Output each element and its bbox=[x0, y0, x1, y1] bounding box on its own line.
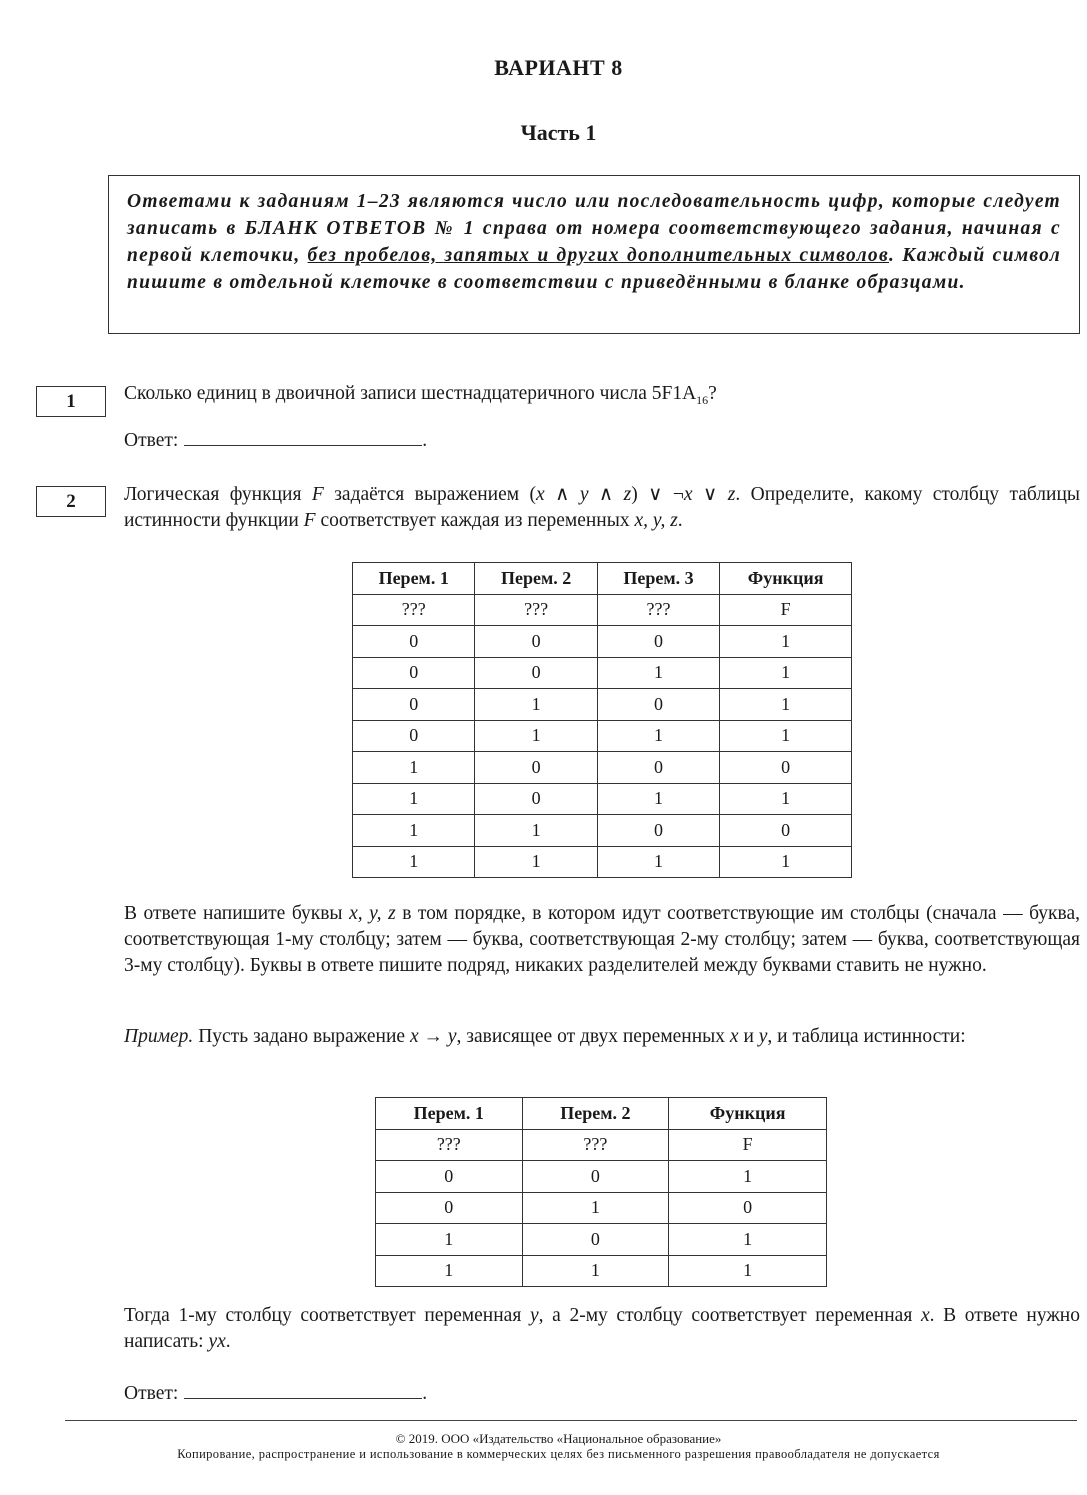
text: в том порядке, в котором идут соответствующие им столбцы (сначала — буква, соответствующая 1-му столбцу; затем — буква, соответствующая 2-му столбцу; затем — буква, соответствующая 3-му столбцу). Буквы в ответе пишите подряд, никаких разделителей между буквами ставить не нужно. bbox=[124, 903, 1080, 976]
table-cell: 1 bbox=[475, 689, 597, 721]
table-cell: 1 bbox=[720, 783, 852, 815]
example-text bbox=[124, 1024, 1080, 1050]
table-cell: 0 bbox=[353, 657, 475, 689]
table-cell: 1 bbox=[669, 1224, 827, 1256]
table-cell: 1 bbox=[669, 1161, 827, 1193]
table-cell: 1 bbox=[720, 689, 852, 721]
var-f: F bbox=[303, 510, 316, 531]
table-cell: 0 bbox=[597, 689, 719, 721]
table-cell: ??? bbox=[376, 1129, 523, 1161]
instructions-box bbox=[108, 175, 1080, 334]
table-cell: 0 bbox=[720, 752, 852, 784]
task1-answer bbox=[124, 427, 427, 452]
table-cell: 0 bbox=[353, 720, 475, 752]
table-header-cell: Перем. 1 bbox=[353, 563, 475, 595]
table-cell: 1 bbox=[669, 1255, 827, 1287]
task1-question bbox=[124, 381, 1080, 413]
task2-answer bbox=[124, 1380, 427, 1405]
table-header-cell: Перем. 1 bbox=[376, 1098, 523, 1130]
table-cell: 0 bbox=[475, 783, 597, 815]
table-cell: 0 bbox=[597, 815, 719, 847]
table-header-cell: Перем. 3 bbox=[597, 563, 719, 595]
table-cell: 0 bbox=[522, 1161, 669, 1193]
table-cell: 0 bbox=[597, 752, 719, 784]
table-cell: 0 bbox=[475, 657, 597, 689]
table-row bbox=[376, 1255, 827, 1287]
footer-notice: Копирование, распространение и использование в коммерческих целях без письменного разрешения правообладателя не допускается bbox=[177, 1447, 940, 1461]
table-row bbox=[353, 752, 852, 784]
table-cell: 0 bbox=[376, 1192, 523, 1224]
table-cell: ??? bbox=[522, 1129, 669, 1161]
answer-label: Ответ: bbox=[124, 430, 179, 451]
var-y: y bbox=[758, 1026, 768, 1047]
example-truth-table bbox=[375, 1097, 827, 1287]
task-number-box: 1 bbox=[36, 386, 106, 417]
table-cell: F bbox=[720, 594, 852, 626]
text: задаётся выражением ( bbox=[323, 484, 537, 505]
table-cell: 1 bbox=[597, 657, 719, 689]
text: ) ∨ ¬ bbox=[631, 484, 684, 505]
table-cell: 1 bbox=[353, 815, 475, 847]
table-cell: 0 bbox=[522, 1224, 669, 1256]
var-x: x bbox=[683, 484, 693, 505]
vars: x, y, z bbox=[349, 903, 396, 924]
table-cell: 1 bbox=[597, 846, 719, 878]
table-cell: 1 bbox=[720, 720, 852, 752]
text: ∨ bbox=[692, 484, 728, 505]
table-cell: ??? bbox=[597, 594, 719, 626]
expression: x ∧ y ∧ z bbox=[536, 484, 632, 505]
table-cell: 1 bbox=[597, 720, 719, 752]
table-cell: 0 bbox=[597, 626, 719, 658]
task2-intro bbox=[124, 482, 1080, 534]
table-cell: 1 bbox=[597, 783, 719, 815]
table-row bbox=[353, 689, 852, 721]
table-cell: 1 bbox=[720, 657, 852, 689]
table-cell: 1 bbox=[475, 720, 597, 752]
table-cell: 1 bbox=[720, 846, 852, 878]
example-label: Пример. bbox=[124, 1026, 194, 1047]
truth-table bbox=[352, 562, 852, 878]
table-row bbox=[353, 657, 852, 689]
var-y: y bbox=[529, 1305, 539, 1326]
table-cell: 1 bbox=[720, 626, 852, 658]
table-cell: ??? bbox=[475, 594, 597, 626]
footer-copyright: © 2019. ООО «Издательство «Национальное образование» bbox=[395, 1431, 722, 1446]
task1-question-text: Сколько единиц в двоичной записи шестнадцатеричного числа 5F1A bbox=[124, 383, 697, 404]
table-row bbox=[353, 815, 852, 847]
table-cell: 1 bbox=[376, 1255, 523, 1287]
text: Логическая функция bbox=[124, 484, 312, 505]
var-x: x bbox=[920, 1305, 930, 1326]
table-row bbox=[353, 594, 852, 626]
var-x: x bbox=[729, 1026, 739, 1047]
table-cell: 1 bbox=[475, 815, 597, 847]
table-cell: 0 bbox=[720, 815, 852, 847]
table-row bbox=[353, 846, 852, 878]
example-answer: yx bbox=[208, 1331, 226, 1352]
table-header-cell: Функция bbox=[720, 563, 852, 595]
text: и bbox=[738, 1026, 759, 1047]
text: . Определите, какому столбцу таблицы истинности функции bbox=[124, 484, 1080, 531]
footer-divider bbox=[65, 1420, 1077, 1421]
table-row bbox=[353, 783, 852, 815]
table-header-cell: Функция bbox=[669, 1098, 827, 1130]
instructions-text: Ответами к заданиям 1–23 являются число или последовательность цифр, которые следует записать в БЛАНК ОТВЕТОВ № 1 справа от номера соответствующего задания, начиная с первой клеточки, bbox=[127, 191, 1061, 266]
var-z: z bbox=[727, 484, 736, 505]
task1-question-end: ? bbox=[708, 383, 717, 404]
table-row bbox=[353, 626, 852, 658]
var-f: F bbox=[311, 484, 324, 505]
text: . bbox=[677, 510, 683, 531]
instructions-text-end: . Каждый символ пишите в отдельной клеточке в соответствии с приведёнными в бланке образцами. bbox=[127, 245, 1061, 293]
table-cell: 1 bbox=[475, 846, 597, 878]
task1-subscript: 16 bbox=[696, 392, 709, 407]
table-cell: 0 bbox=[475, 752, 597, 784]
table-cell: 1 bbox=[522, 1192, 669, 1224]
table-row bbox=[376, 1129, 827, 1161]
text: , и таблица истинности: bbox=[767, 1026, 966, 1047]
text: соответствует каждая из переменных bbox=[315, 510, 635, 531]
table-row bbox=[376, 1224, 827, 1256]
expression: x → y bbox=[409, 1026, 457, 1047]
task2-instructions bbox=[124, 901, 1080, 979]
text: . bbox=[225, 1331, 231, 1352]
part-title: Часть 1 bbox=[520, 120, 597, 145]
answer-end: . bbox=[422, 430, 428, 451]
table-cell: 1 bbox=[353, 846, 475, 878]
table-cell: ??? bbox=[353, 594, 475, 626]
example-conclusion bbox=[124, 1303, 1080, 1355]
table-header-cell: Перем. 2 bbox=[522, 1098, 669, 1130]
table-cell: F bbox=[669, 1129, 827, 1161]
instructions-underlined: без пробелов, запятых и других дополнительных символов bbox=[307, 245, 889, 266]
answer-label: Ответ: bbox=[124, 1383, 179, 1404]
table-cell: 0 bbox=[353, 689, 475, 721]
task-number-box: 2 bbox=[36, 486, 106, 517]
table-cell: 1 bbox=[353, 783, 475, 815]
answer-line[interactable] bbox=[184, 1380, 422, 1399]
table-cell: 1 bbox=[353, 752, 475, 784]
table-cell: 0 bbox=[669, 1192, 827, 1224]
table-row bbox=[353, 720, 852, 752]
table-header-cell: Перем. 2 bbox=[475, 563, 597, 595]
answer-line[interactable] bbox=[184, 427, 422, 446]
table-cell: 1 bbox=[376, 1224, 523, 1256]
text: В ответе напишите буквы bbox=[124, 903, 350, 924]
text: Тогда 1-му столбцу соответствует переменная bbox=[124, 1305, 530, 1326]
table-cell: 1 bbox=[522, 1255, 669, 1287]
text: , а 2-му столбцу соответствует переменная bbox=[538, 1305, 921, 1326]
text: , зависящее от двух переменных bbox=[456, 1026, 730, 1047]
vars: x, y, z bbox=[634, 510, 678, 531]
table-cell: 0 bbox=[353, 626, 475, 658]
table-row bbox=[376, 1161, 827, 1193]
variant-title: ВАРИАНТ 8 bbox=[494, 55, 623, 80]
table-row bbox=[376, 1192, 827, 1224]
table-cell: 0 bbox=[475, 626, 597, 658]
text: . В ответе нужно написать: bbox=[124, 1305, 1080, 1352]
table-cell: 0 bbox=[376, 1161, 523, 1193]
answer-end: . bbox=[422, 1383, 428, 1404]
text: Пусть задано выражение bbox=[193, 1026, 410, 1047]
